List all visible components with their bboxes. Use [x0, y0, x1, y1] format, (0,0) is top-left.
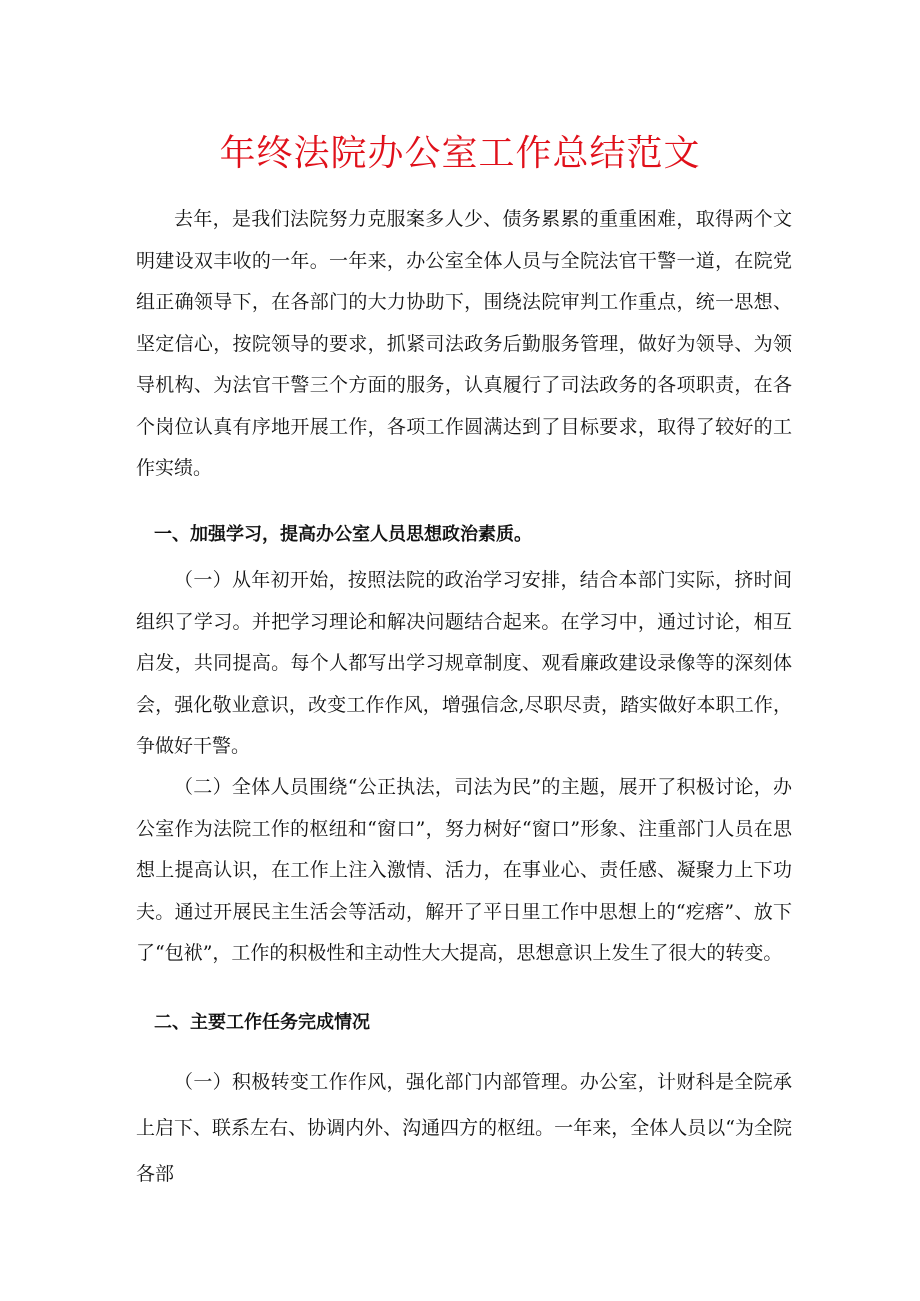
paragraph-study-1: （一）从年初开始，按照法院的政治学习安排，结合本部门实际，挤时间组织了学习。并把学习理论和解决问题结合起来。在学习中，通过讨论，相互启发，共同提高。每个人都写出学习规章制度、观看廉政建设录像等的深刻体会，强化敬业意识，改变工作作风，增强信念,尽职尽责，踏实做好本职工作，争做好干警。 — [136, 569, 792, 757]
paragraph-intro: 去年，是我们法院努力克服案多人少、债务累累的重重困难，取得两个文明建设双丰收的一年。一年来，办公室全体人员与全院法官干警一道，在院党组正确领导下，在各部门的大力协助下，围绕法院审判工作重点，统一思想、坚定信心，按院领导的要求，抓紧司法政务后勤服务管理，做好为领导、为领导机构、为法官干警三个方面的服务，认真履行了司法政务的各项职责，在各个岗位认真有序地开展工作，各项工作圆满达到了目标要求，取得了较好的工作实绩。 — [136, 208, 792, 479]
section-heading-2: 二、主要工作任务完成情况 — [154, 1012, 370, 1033]
paragraph-study-2: （二）全体人员围绕“公正执法，司法为民”的主题，展开了积极讨论，办公室作为法院工作的枢纽和“窗口”，努力树好“窗口”形象、注重部门人员在思想上提高认识，在工作上注入激情、活力，在事业心、责任感、凝聚力上下功夫。通过开展民主生活会等活动，解开了平日里工作中思想上的“疙瘩”、放下了“包袱”，工作的积极性和主动性大大提高，思想意识上发生了很大的转变。 — [136, 776, 792, 964]
section-heading-1: 一、加强学习，提高办公室人员思想政治素质。 — [154, 524, 532, 545]
document-title: 年终法院办公室工作总结范文 — [219, 133, 701, 174]
paragraph-tasks-1: （一）积极转变工作作风，强化部门内部管理。办公室，计财科是全院承上启下、联系左右、协调内外、沟通四方的枢纽。一年来，全体人员以“为全院各部 — [136, 1071, 792, 1185]
